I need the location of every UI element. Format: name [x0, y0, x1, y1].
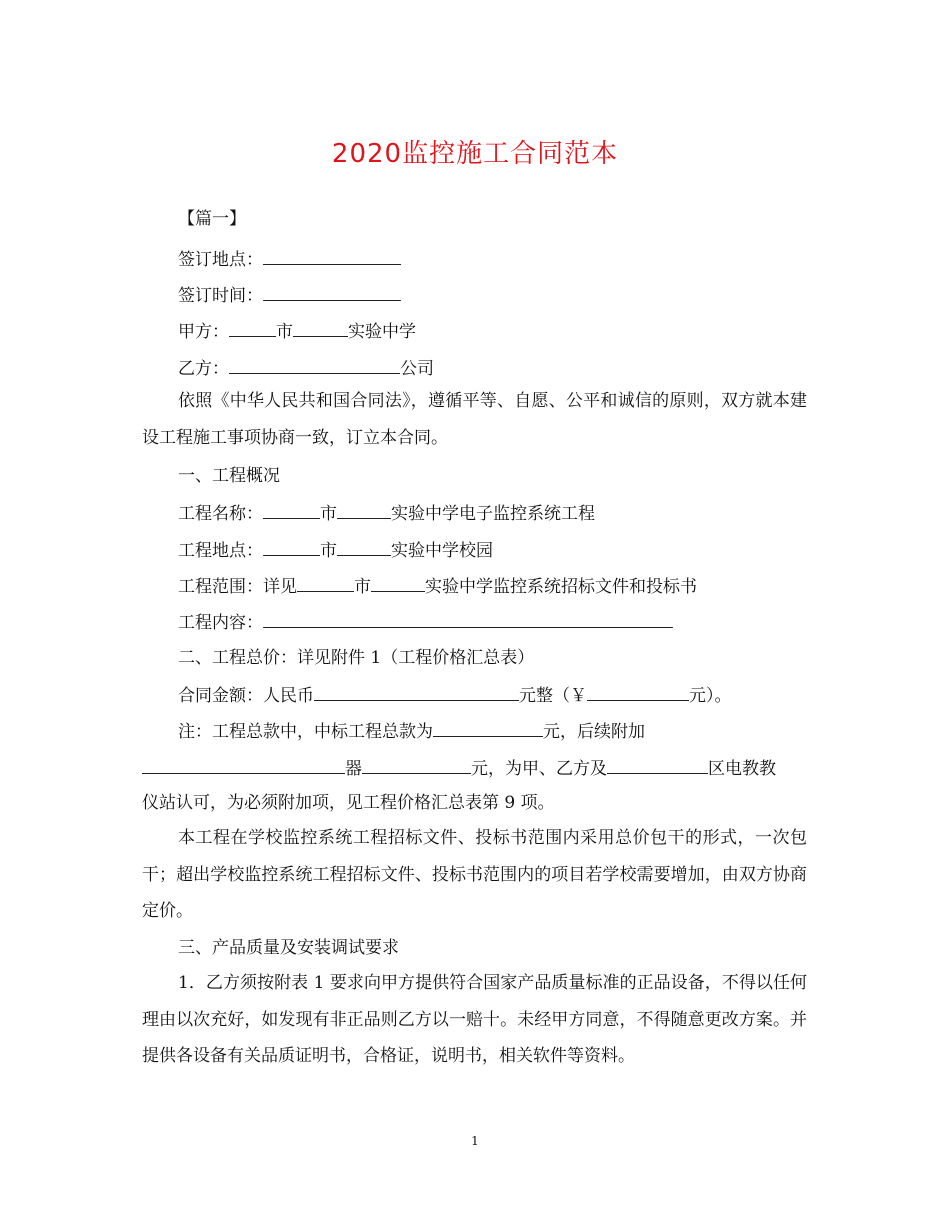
party-b-row: [178, 355, 434, 381]
project-scope-blank-2: [371, 573, 425, 592]
section2-paragraph: 本工程在学校监控系统工程招标文件、投标书范围内采用总价包干的形式，一次包干；超出学校监控系统工程招标文件、投标书范围内的项目若学校需要增加，由双方协商定价。: [142, 828, 807, 921]
party-a-school: 实验中学: [348, 322, 416, 342]
party-a-blank-2: [293, 318, 348, 337]
contract-amount-row: [178, 682, 732, 708]
party-a-city: 市: [276, 322, 293, 342]
note-mid: 元，后续附加: [543, 722, 645, 742]
contract-amount-blank-2: [587, 682, 689, 701]
project-name-city: 市: [320, 504, 337, 524]
project-name-value: 实验中学电子监控系统工程: [391, 504, 595, 524]
project-location-value: 实验中学校园: [391, 541, 493, 561]
project-scope-value: 实验中学监控系统招标文件和投标书: [425, 577, 697, 597]
sign-time-label: 签订时间：: [178, 286, 263, 306]
project-location-blank-1: [263, 537, 320, 556]
sign-place-row: [178, 246, 401, 272]
note-device: 器: [345, 759, 362, 779]
note-yuan: 元，为甲、乙方及: [471, 759, 607, 779]
project-scope-city: 市: [354, 577, 371, 597]
party-b-company: 公司: [400, 359, 434, 379]
project-location-blank-2: [337, 537, 391, 556]
contract-amount-blank-1: [314, 682, 519, 701]
page-number: 1: [471, 1134, 479, 1148]
party-b-label: 乙方：: [178, 359, 229, 379]
section3-heading: 三、产品质量及安装调试要求: [178, 938, 399, 958]
project-location-label: 工程地点：: [178, 541, 263, 561]
section-label: 【篇一】: [178, 209, 246, 229]
project-location-row: [178, 537, 493, 563]
contract-amount-unit: 元整（￥: [519, 686, 587, 706]
project-location-city: 市: [320, 541, 337, 561]
sign-time-row: [178, 282, 401, 308]
note-blank-2: [142, 755, 345, 774]
party-a-row: [178, 318, 416, 344]
note-blank-1: [433, 718, 543, 737]
contract-amount-label: 合同金额：人民币: [178, 686, 314, 706]
project-content-blank: [263, 609, 673, 628]
note-start: 注：工程总款中，中标工程总款为: [178, 722, 433, 742]
sign-place-label: 签订地点：: [178, 250, 263, 270]
note-row-3: 仪站认可，为必须附加项，见工程价格汇总表第 9 项。: [142, 793, 555, 813]
document-title: 2020监控施工合同范本: [331, 139, 619, 169]
sign-place-blank: [263, 246, 401, 265]
project-scope-label: 工程范围：详见: [178, 577, 297, 597]
note-row-2: [142, 755, 776, 781]
project-name-label: 工程名称：: [178, 504, 263, 524]
note-region: 区电教教: [708, 759, 776, 779]
sign-time-blank: [263, 282, 401, 301]
intro-paragraph: 依照《中华人民共和国合同法》，遵循平等、自愿、公平和诚信的原则，双方就本建设工程施工事项协商一致，订立本合同。: [142, 391, 807, 448]
party-a-blank-1: [229, 318, 276, 337]
note-blank-3: [362, 755, 471, 774]
section1-heading: 一、工程概况: [178, 466, 280, 486]
project-scope-row: [178, 573, 697, 599]
project-name-blank-1: [263, 500, 320, 519]
note-row-1: [178, 718, 645, 744]
project-scope-blank-1: [297, 573, 354, 592]
project-name-blank-2: [337, 500, 391, 519]
project-name-row: [178, 500, 595, 526]
section2-heading: 二、工程总价：详见附件 1（工程价格汇总表）: [178, 648, 535, 668]
contract-amount-end: 元）。: [689, 686, 732, 706]
project-content-row: [178, 609, 673, 635]
party-a-label: 甲方：: [178, 322, 229, 342]
project-content-label: 工程内容：: [178, 613, 263, 633]
party-b-blank: [229, 355, 400, 374]
section3-item1: 1．乙方须按附表 1 要求向甲方提供符合国家产品质量标准的正品设备，不得以任何理由以次充好，如发现有非正品则乙方以一赔十。未经甲方同意，不得随意更改方案。并提供各设备有关品质证明书，合格证，说明书，相关软件等资料。: [142, 973, 807, 1066]
note-blank-4: [607, 755, 708, 774]
